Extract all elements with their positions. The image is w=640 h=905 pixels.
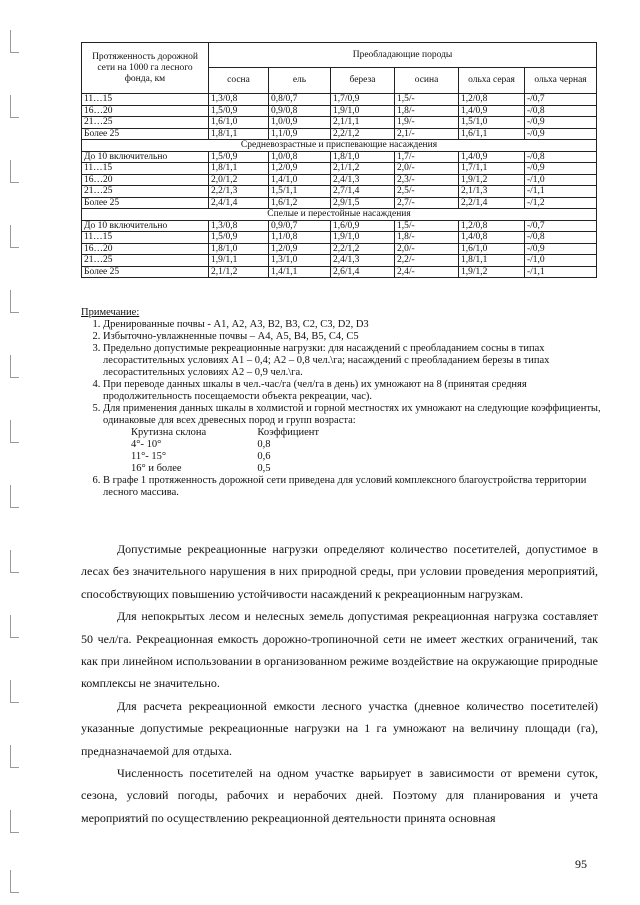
slope-value: 4°- 10° (131, 439, 162, 450)
table-row (82, 232, 597, 244)
load-value-cell: 1,5/0,9 (209, 105, 269, 117)
load-value-cell: 1,8/1,1 (459, 255, 525, 267)
load-value-cell: 1,9/1,0 (331, 232, 395, 244)
notes-list (81, 319, 601, 499)
paragraph: Для непокрытых лесом и нелесных земель допустимая рекреационная нагрузка составляет 50 чел/га. Рекреационная емкость дорожно-тропиночной сети не имеет жестких ограничений, так как при линейном использовании в организованном режиме воздействие на окружающие природные комплексы не значительно. (81, 609, 598, 691)
table-row (82, 186, 597, 198)
slope-value: 16° и более (131, 463, 182, 474)
load-value-cell: 2,0/- (395, 163, 459, 175)
load-value-cell: 1,6/1,1 (459, 128, 525, 140)
load-value-cell: -/1,0 (525, 174, 597, 186)
body-text (81, 538, 598, 829)
road-density-cell: Более 25 (82, 128, 209, 140)
table-row (82, 255, 597, 267)
load-value-cell: -/0,8 (525, 151, 597, 163)
load-value-cell: 1,8/1,0 (209, 243, 269, 255)
load-value-cell: -/0,8 (525, 232, 597, 244)
load-value-cell: 1,2/0,8 (459, 94, 525, 106)
paragraph: Для расчета рекреационной емкости лесного участка (дневное количество посетителей) указанные допустимые рекреационные нагрузки на 1 га умножают на величину площади (га), предназначаемой для отдыха. (81, 698, 598, 758)
load-value-cell: 2,4/1,3 (331, 255, 395, 267)
load-value-cell: 1,6/0,9 (331, 220, 395, 232)
load-value-cell: 1,8/- (395, 105, 459, 117)
margin-mark (10, 870, 19, 893)
load-value-cell: 0,9/0,7 (269, 220, 331, 232)
header-birch: береза (331, 67, 395, 93)
load-value-cell: -/0,9 (525, 128, 597, 140)
load-value-cell: 1,8/1,1 (209, 128, 269, 140)
load-value-cell: 2,0/1,2 (209, 174, 269, 186)
load-value-cell: 2,4/- (395, 266, 459, 278)
note-item: 3. Предельно допустимые рекреационные нагрузки: для насаждений с преобладанием сосны в типах лесорастительных условиях А1 – 0,4; А2 – 0,8 чел.\га; насаждений с преобладанием березы в типах лесорастительных условиях А2 – 0,9 чел.\га. (103, 343, 601, 379)
table-body (82, 94, 597, 278)
load-value-cell: 1,6/1,0 (459, 243, 525, 255)
load-value-cell: 1,8/1,1 (209, 163, 269, 175)
header-pine: сосна (209, 67, 269, 93)
load-value-cell: -/0,9 (525, 117, 597, 129)
load-value-cell: 2,2/- (395, 255, 459, 267)
load-value-cell: 1,3/0,8 (209, 220, 269, 232)
table-header (82, 43, 597, 94)
load-value-cell: 1,9/1,1 (209, 255, 269, 267)
load-value-cell: 2,1/1,3 (459, 186, 525, 198)
load-value-cell: 2,2/1,3 (209, 186, 269, 198)
load-value-cell: 1,5/0,9 (209, 151, 269, 163)
header-spruce: ель (269, 67, 331, 93)
road-density-cell: 21…25 (82, 117, 209, 129)
road-density-cell: 16…20 (82, 243, 209, 255)
coefficient-value: 0,6 (257, 451, 271, 462)
section-row (82, 209, 597, 221)
load-value-cell: 1,1/0,8 (269, 232, 331, 244)
load-value-cell: 2,1/1,2 (331, 163, 395, 175)
load-value-cell: 1,4/0,9 (459, 151, 525, 163)
load-value-cell: 1,7/- (395, 151, 459, 163)
header-road-network: Протяженность дорожной сети на 1000 га лесного фонда, км (82, 43, 209, 94)
table-row (82, 266, 597, 278)
note-item-text: Для применения данных шкалы в холмистой и горной местностях их умножают на следующие коэффициенты, одинаковые для всех древесных пород и групп возраста: (103, 403, 601, 426)
load-value-cell: -/1,0 (525, 255, 597, 267)
load-value-cell: 2,4/1,4 (209, 197, 269, 209)
road-density-cell: До 10 включительно (82, 220, 209, 232)
coefficient-value: 0,5 (257, 463, 271, 474)
header-dominant-species: Преобладающие породы (209, 43, 597, 68)
load-value-cell: 1,5/- (395, 94, 459, 106)
road-density-cell: 16…20 (82, 174, 209, 186)
margin-mark (10, 420, 19, 443)
header-black-alder: ольха черная (525, 67, 597, 93)
load-value-cell: 2,9/1,5 (331, 197, 395, 209)
header-grey-alder: ольха серая (459, 67, 525, 93)
load-value-cell: 1,0/0,8 (269, 151, 331, 163)
section-title: Средневозрастные и приспевающие насаждения (82, 140, 597, 152)
road-density-cell: 21…25 (82, 186, 209, 198)
load-value-cell: -/1,2 (525, 197, 597, 209)
section-title: Спелые и перестойные насаждения (82, 209, 597, 221)
section-row (82, 140, 597, 152)
load-value-cell: 2,7/- (395, 197, 459, 209)
road-density-cell: 11…15 (82, 94, 209, 106)
table-row (82, 151, 597, 163)
coefficient-header: Коэффициент (257, 427, 319, 438)
margin-mark (10, 680, 19, 703)
load-value-cell: 1,4/1,0 (269, 174, 331, 186)
load-value-cell: -/0,9 (525, 243, 597, 255)
road-density-cell: 11…15 (82, 232, 209, 244)
recreation-load-table (81, 42, 597, 278)
load-value-cell: -/0,7 (525, 220, 597, 232)
notes-block (81, 307, 601, 499)
load-value-cell: 1,8/- (395, 232, 459, 244)
load-value-cell: 1,6/1,2 (269, 197, 331, 209)
margin-mark (10, 485, 19, 508)
load-value-cell: 2,1/1,1 (331, 117, 395, 129)
table-row (82, 243, 597, 255)
table-row (82, 128, 597, 140)
load-value-cell: 2,1/1,2 (209, 266, 269, 278)
margin-mark (10, 355, 19, 378)
note-item: 1. Дренированные почвы - А1, А2, А3, В2, В3, С2, С3, D2, D3 (103, 319, 601, 331)
load-value-cell: 2,5/- (395, 186, 459, 198)
load-value-cell: 2,2/1,2 (331, 128, 395, 140)
margin-mark (10, 160, 19, 183)
paragraph: Допустимые рекреационные нагрузки определяют количество посетителей, допустимое в лесах без значительного нарушения в них природной среды, при условии проведения мероприятий, способствующих повышению устойчивости насаждений к рекреационным нагрузкам. (81, 542, 598, 601)
load-value-cell: 1,3/0,8 (209, 94, 269, 106)
load-value-cell: 1,0/0,9 (269, 117, 331, 129)
load-value-cell: 1,5/0,9 (209, 232, 269, 244)
load-value-cell: -/0,9 (525, 163, 597, 175)
note-item (103, 403, 601, 475)
note-item: 2. Избыточно-увлажненные почвы – А4, А5, В4, В5, С4, С5 (103, 331, 601, 343)
load-value-cell: 2,7/1,4 (331, 186, 395, 198)
margin-mark (10, 550, 19, 573)
header-aspen: осина (395, 67, 459, 93)
notes-title: Примечание: (81, 307, 140, 318)
page-number: 95 (575, 857, 587, 871)
road-density-cell: Более 25 (82, 266, 209, 278)
load-value-cell: 1,7/0,9 (331, 94, 395, 106)
load-value-cell: 1,5/1,0 (459, 117, 525, 129)
load-value-cell: -/0,8 (525, 105, 597, 117)
slope-coefficient-table (131, 427, 361, 475)
table-row (82, 197, 597, 209)
binding-margin-marks (0, 0, 40, 905)
load-value-cell: 1,5/1,1 (269, 186, 331, 198)
table-row (82, 174, 597, 186)
table-row (82, 220, 597, 232)
table-row (82, 94, 597, 106)
table-row (82, 105, 597, 117)
margin-mark (10, 290, 19, 313)
table-row (82, 117, 597, 129)
table-row (82, 163, 597, 175)
load-value-cell: 1,2/0,8 (459, 220, 525, 232)
load-value-cell: 1,4/0,9 (459, 105, 525, 117)
note-item: 4. При переводе данных шкалы в чел.-час/га (чел/га в день) их умножают на 8 (принятая средняя продолжительность посещаемости объекта рекреации, час). (103, 379, 601, 403)
margin-mark (10, 225, 19, 248)
load-value-cell: 2,4/1,3 (331, 174, 395, 186)
slope-value: 11°- 15° (131, 451, 167, 462)
road-density-cell: 21…25 (82, 255, 209, 267)
slope-header: Крутизна склона (131, 427, 207, 438)
coefficient-value: 0,8 (257, 439, 271, 450)
road-density-cell: До 10 включительно (82, 151, 209, 163)
load-value-cell: 1,2/0,9 (269, 243, 331, 255)
load-value-cell: -/1,1 (525, 186, 597, 198)
load-value-cell: 2,0/- (395, 243, 459, 255)
load-value-cell: 2,3/- (395, 174, 459, 186)
load-value-cell: 1,4/1,1 (269, 266, 331, 278)
load-value-cell: 1,9/- (395, 117, 459, 129)
load-value-cell: 0,9/0,8 (269, 105, 331, 117)
road-density-cell: 11…15 (82, 163, 209, 175)
load-value-cell: 1,3/1,0 (269, 255, 331, 267)
load-value-cell: 2,2/1,2 (331, 243, 395, 255)
note-item: 6. В графе 1 протяженность дорожной сети приведена для условий комплексного благоустройства территории лесного массива. (103, 475, 601, 499)
road-density-cell: Более 25 (82, 197, 209, 209)
load-value-cell: 2,2/1,4 (459, 197, 525, 209)
load-value-cell: 2,1/- (395, 128, 459, 140)
load-value-cell: 1,9/1,2 (459, 174, 525, 186)
load-value-cell: 1,1/0,9 (269, 128, 331, 140)
margin-mark (10, 95, 19, 118)
margin-mark (10, 810, 19, 833)
margin-mark (10, 615, 19, 638)
paragraph: Численность посетителей на одном участке варьирует в зависимости от времени суток, сезона, условий погоды, рабочих и нерабочих дней. Поэтому для планирования и учета мероприятий по осуществлению рекреационной деятельности принята основная (81, 766, 598, 825)
load-value-cell: 1,6/1,0 (209, 117, 269, 129)
margin-mark (10, 745, 19, 768)
load-value-cell: 1,5/- (395, 220, 459, 232)
load-value-cell: 1,9/1,2 (459, 266, 525, 278)
load-value-cell: 0,8/0,7 (269, 94, 331, 106)
load-value-cell: -/1,1 (525, 266, 597, 278)
margin-mark (10, 30, 19, 53)
load-value-cell: 1,7/1,1 (459, 163, 525, 175)
load-value-cell: 1,4/0,8 (459, 232, 525, 244)
load-value-cell: 1,9/1,0 (331, 105, 395, 117)
road-density-cell: 16…20 (82, 105, 209, 117)
load-value-cell: 1,8/1,0 (331, 151, 395, 163)
load-value-cell: 2,6/1,4 (331, 266, 395, 278)
load-value-cell: 1,2/0,9 (269, 163, 331, 175)
load-value-cell: -/0,7 (525, 94, 597, 106)
